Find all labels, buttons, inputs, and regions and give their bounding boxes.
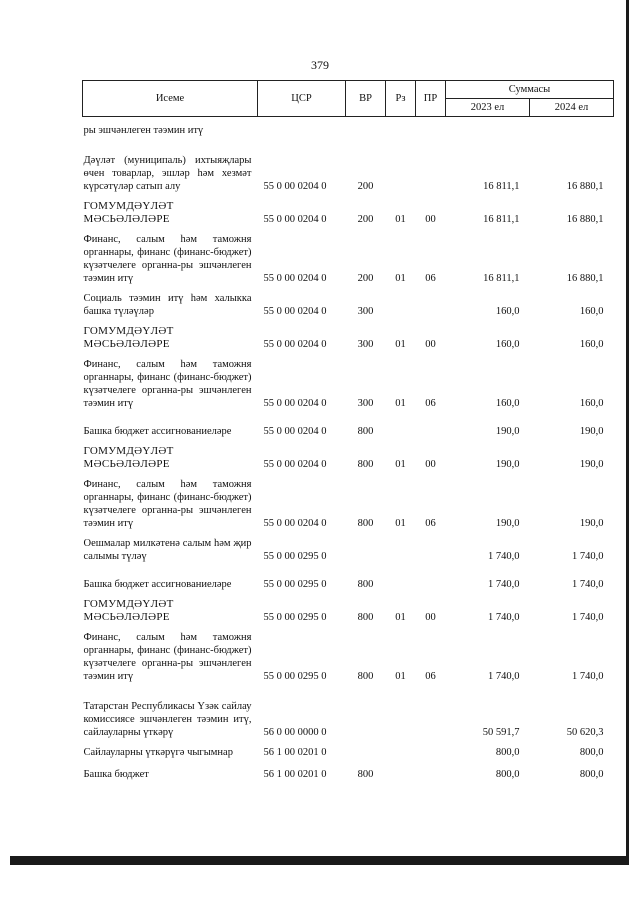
cell-name: Оешмалар милкәтенә салым һәм җир салымы түләү <box>83 538 252 562</box>
cell-vr: 300 <box>357 339 374 350</box>
cell-s2: 16 880,1 <box>566 181 604 192</box>
table-row <box>83 530 614 563</box>
cell-name: ГОМУМДӘҮЛӘТ МӘСЬӘЛӘЛӘРЕ <box>83 445 174 470</box>
cell-name: ГОМУМДӘҮЛӘТ МӘСЬӘЛӘЛӘРЕ <box>83 325 174 350</box>
cell-name: Башка бюджет ассигнованиеләре <box>83 579 232 590</box>
cell-name: Сайлауларны үткәрүгә чыгымнар <box>83 747 233 758</box>
cell-rz: 01 <box>395 214 406 225</box>
page-frame-bottom <box>10 856 629 865</box>
table-header <box>83 81 614 117</box>
cell-s1: 16 811,1 <box>483 214 520 225</box>
cell-vr <box>346 117 386 138</box>
table-body <box>83 117 614 782</box>
cell-s1: 1 740,0 <box>488 671 520 682</box>
cell-rz: 01 <box>395 398 406 409</box>
cell-s1: 50 591,7 <box>482 727 520 738</box>
cell-rz <box>386 759 416 781</box>
cell-rz <box>386 739 416 759</box>
cell-s1: 190,0 <box>495 426 520 437</box>
table-row <box>83 759 614 781</box>
header-vr: ВР <box>346 81 386 117</box>
header-csr: ЦСР <box>258 81 346 117</box>
table-row <box>83 137 614 193</box>
cell-s2: 160,0 <box>579 306 604 317</box>
budget-table <box>82 80 614 781</box>
cell-vr: 800 <box>357 518 374 529</box>
cell-s2: 160,0 <box>579 339 604 350</box>
cell-name: Финанс, салым һәм таможня органнары, финанс (финанс-бюджет) күзәтчелеге органна-ры эшчәнлеген тәэмин итү <box>83 234 252 284</box>
cell-name: Дәүләт (муниципаль) ихтыяҗлары өчен товарлар, эшләр һәм хезмәт күрсәтүләр сатып алу <box>83 155 252 192</box>
cell-csr: 55 0 00 0204 0 <box>263 273 327 284</box>
header-rz: Рз <box>386 81 416 117</box>
cell-name: Башка бюджет <box>83 769 149 780</box>
cell-vr: 800 <box>357 671 374 682</box>
cell-pr <box>416 137 446 193</box>
cell-s2: 190,0 <box>579 459 604 470</box>
cell-pr <box>416 285 446 318</box>
cell-vr: 200 <box>357 214 374 225</box>
cell-s1: 190,0 <box>495 459 520 470</box>
table-row <box>83 318 614 351</box>
cell-pr: 06 <box>425 671 436 682</box>
cell-pr <box>416 563 446 591</box>
table-row <box>83 591 614 624</box>
cell-vr <box>346 683 386 739</box>
cell-rz <box>386 683 416 739</box>
table-row <box>83 471 614 530</box>
cell-csr: 56 1 00 0201 0 <box>263 769 327 780</box>
cell-csr: 55 0 00 0204 0 <box>263 214 327 225</box>
cell-s2 <box>530 117 614 138</box>
cell-pr: 00 <box>425 612 436 623</box>
cell-vr <box>346 530 386 563</box>
cell-pr: 06 <box>425 518 436 529</box>
cell-csr: 55 0 00 0204 0 <box>263 398 327 409</box>
cell-s2: 800,0 <box>579 747 604 758</box>
cell-name: Финанс, салым һәм таможня органнары, финанс (финанс-бюджет) күзәтчелеге органна-ры эшчәнлеген тәэмин итү <box>83 359 252 409</box>
cell-rz <box>386 137 416 193</box>
cell-s2: 16 880,1 <box>566 273 604 284</box>
cell-rz <box>386 117 416 138</box>
table-row <box>83 410 614 438</box>
cell-rz <box>386 285 416 318</box>
cell-csr: 55 0 00 0295 0 <box>263 612 327 623</box>
cell-vr <box>346 739 386 759</box>
cell-pr <box>416 683 446 739</box>
cell-s2: 1 740,0 <box>572 671 604 682</box>
cell-s1: 160,0 <box>495 306 520 317</box>
cell-pr: 06 <box>425 273 436 284</box>
cell-s1: 800,0 <box>495 769 520 780</box>
cell-pr: 00 <box>425 339 436 350</box>
table-row <box>83 193 614 226</box>
cell-rz: 01 <box>395 273 406 284</box>
cell-vr: 800 <box>357 459 374 470</box>
cell-csr: 55 0 00 0204 0 <box>263 181 327 192</box>
cell-pr <box>416 117 446 138</box>
cell-pr <box>416 739 446 759</box>
cell-vr: 300 <box>357 306 374 317</box>
cell-pr <box>416 410 446 438</box>
cell-pr: 00 <box>425 459 436 470</box>
cell-s2: 16 880,1 <box>566 214 604 225</box>
cell-s2: 1 740,0 <box>572 612 604 623</box>
cell-name: ГОМУМДӘҮЛӘТ МӘСЬӘЛӘЛӘРЕ <box>83 200 174 225</box>
cell-csr: 55 0 00 0204 0 <box>263 306 327 317</box>
cell-csr: 55 0 00 0295 0 <box>263 579 327 590</box>
table-row <box>83 739 614 759</box>
cell-vr: 800 <box>357 579 374 590</box>
cell-s1: 800,0 <box>495 747 520 758</box>
cell-csr: 55 0 00 0204 0 <box>263 339 327 350</box>
cell-s1: 16 811,1 <box>483 181 520 192</box>
cell-rz <box>386 563 416 591</box>
cell-s1: 160,0 <box>495 398 520 409</box>
cell-pr: 00 <box>425 214 436 225</box>
cell-vr: 800 <box>357 769 374 780</box>
header-sums: Суммасы <box>446 81 614 99</box>
cell-rz: 01 <box>395 459 406 470</box>
cell-name: Финанс, салым һәм таможня органнары, финанс (финанс-бюджет) күзәтчелеге органна-ры эшчәнлеген тәэмин итү <box>83 479 252 529</box>
cell-vr: 800 <box>357 612 374 623</box>
cell-s1: 1 740,0 <box>488 612 520 623</box>
cell-s1 <box>446 117 530 138</box>
cell-s1: 1 740,0 <box>488 551 520 562</box>
table-row <box>83 117 614 138</box>
cell-s2: 1 740,0 <box>572 579 604 590</box>
cell-rz <box>386 530 416 563</box>
cell-s2: 160,0 <box>579 398 604 409</box>
table-row <box>83 683 614 739</box>
table-row <box>83 351 614 410</box>
cell-rz: 01 <box>395 671 406 682</box>
page-frame-right <box>626 0 629 860</box>
header-name: Исеме <box>83 81 258 117</box>
table-row <box>83 563 614 591</box>
cell-s2: 190,0 <box>579 518 604 529</box>
cell-s2: 800,0 <box>579 769 604 780</box>
cell-name: Башка бюджет ассигнованиеләре <box>83 426 232 437</box>
cell-rz: 01 <box>395 612 406 623</box>
cell-csr <box>258 117 346 138</box>
cell-s1: 16 811,1 <box>483 273 520 284</box>
header-year-2023: 2023 ел <box>446 99 530 117</box>
cell-csr: 55 0 00 0295 0 <box>263 551 327 562</box>
table-row <box>83 438 614 471</box>
cell-s2: 50 620,3 <box>566 727 604 738</box>
cell-name: Социаль тәэмин итү һәм халыкка башка түләүләр <box>83 293 252 317</box>
cell-s2: 190,0 <box>579 426 604 437</box>
header-pr: ПР <box>416 81 446 117</box>
cell-pr: 06 <box>425 398 436 409</box>
cell-rz: 01 <box>395 518 406 529</box>
cell-rz: 01 <box>395 339 406 350</box>
header-year-2024: 2024 ел <box>530 99 614 117</box>
cell-vr: 200 <box>357 181 374 192</box>
cell-name: ГОМУМДӘҮЛӘТ МӘСЬӘЛӘЛӘРЕ <box>83 598 174 623</box>
table-row <box>83 226 614 285</box>
cell-csr: 55 0 00 0204 0 <box>263 459 327 470</box>
cell-name: ры эшчәнлеген тәэмин итү <box>83 125 204 136</box>
cell-name: Татарстан Республикасы Үзәк сайлау комиссиясе эшчәнлеген тәэмин итү, сайлауларны үткәрү <box>83 701 252 738</box>
cell-csr: 55 0 00 0295 0 <box>263 671 327 682</box>
page-number: 379 <box>311 58 329 72</box>
cell-csr: 56 1 00 0201 0 <box>263 747 327 758</box>
table-row <box>83 624 614 683</box>
cell-s1: 1 740,0 <box>488 579 520 590</box>
cell-csr: 55 0 00 0204 0 <box>263 518 327 529</box>
cell-vr: 200 <box>357 273 374 284</box>
cell-rz <box>386 410 416 438</box>
cell-csr: 56 0 00 0000 0 <box>263 727 327 738</box>
cell-vr: 300 <box>357 398 374 409</box>
cell-pr <box>416 530 446 563</box>
cell-pr <box>416 759 446 781</box>
cell-csr: 55 0 00 0204 0 <box>263 426 327 437</box>
cell-vr: 800 <box>357 426 374 437</box>
cell-s2: 1 740,0 <box>572 551 604 562</box>
cell-name: Финанс, салым һәм таможня органнары, финанс (финанс-бюджет) күзәтчелеге органна-ры эшчәнлеген тәэмин итү <box>83 632 252 682</box>
cell-s1: 190,0 <box>495 518 520 529</box>
table-row <box>83 285 614 318</box>
cell-s1: 160,0 <box>495 339 520 350</box>
